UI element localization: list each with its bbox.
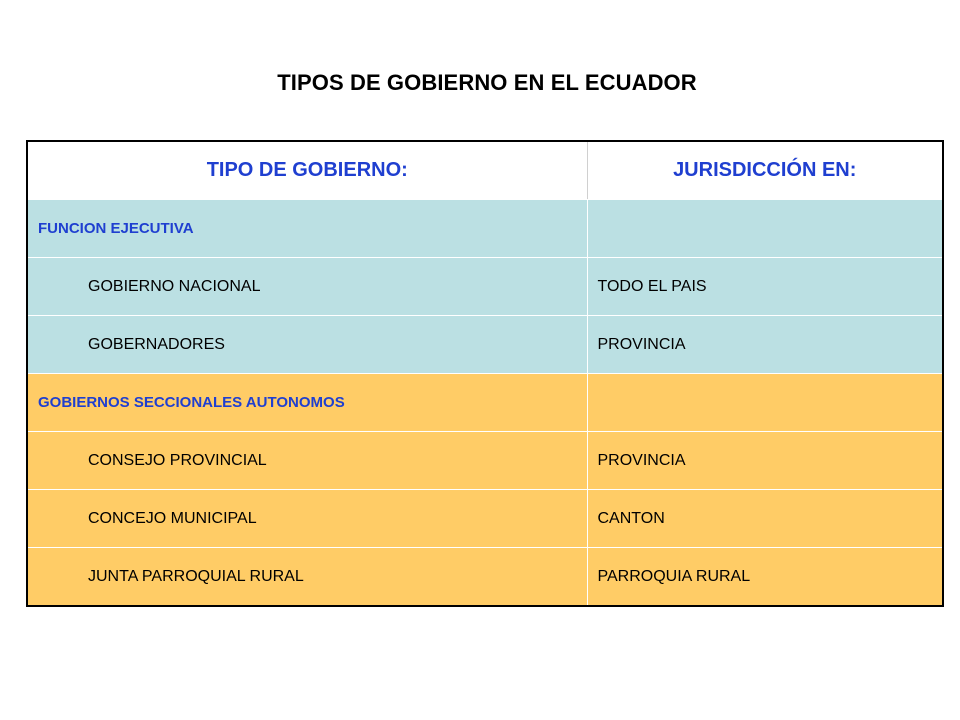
government-type-cell: GOBIERNO NACIONAL bbox=[27, 258, 587, 316]
column-header-government-type: TIPO DE GOBIERNO: bbox=[27, 141, 587, 200]
section-label-funcion-ejecutiva: FUNCION EJECUTIVA bbox=[27, 200, 587, 258]
jurisdiction-cell bbox=[587, 200, 943, 258]
government-type-cell: GOBERNADORES bbox=[27, 316, 587, 374]
jurisdiction-cell: PARROQUIA RURAL bbox=[587, 548, 943, 607]
government-type-cell: CONSEJO PROVINCIAL bbox=[27, 432, 587, 490]
government-types-table bbox=[26, 140, 944, 607]
jurisdiction-cell: CANTON bbox=[587, 490, 943, 548]
table-row-section bbox=[27, 374, 943, 432]
table-row bbox=[27, 490, 943, 548]
table-row bbox=[27, 548, 943, 607]
table-row bbox=[27, 258, 943, 316]
table-row bbox=[27, 432, 943, 490]
jurisdiction-cell: PROVINCIA bbox=[587, 316, 943, 374]
jurisdiction-cell bbox=[587, 374, 943, 432]
table-header-row bbox=[27, 141, 943, 200]
jurisdiction-cell: PROVINCIA bbox=[587, 432, 943, 490]
column-header-jurisdiction: JURISDICCIÓN EN: bbox=[587, 141, 943, 200]
page-title: TIPOS DE GOBIERNO EN EL ECUADOR bbox=[277, 70, 697, 95]
section-label-gobiernos-seccionales: GOBIERNOS SECCIONALES AUTONOMOS bbox=[27, 374, 587, 432]
government-type-cell: JUNTA PARROQUIAL RURAL bbox=[27, 548, 587, 607]
government-type-cell: CONCEJO MUNICIPAL bbox=[27, 490, 587, 548]
table-row-section bbox=[27, 200, 943, 258]
table-row bbox=[27, 316, 943, 374]
jurisdiction-cell: TODO EL PAIS bbox=[587, 258, 943, 316]
